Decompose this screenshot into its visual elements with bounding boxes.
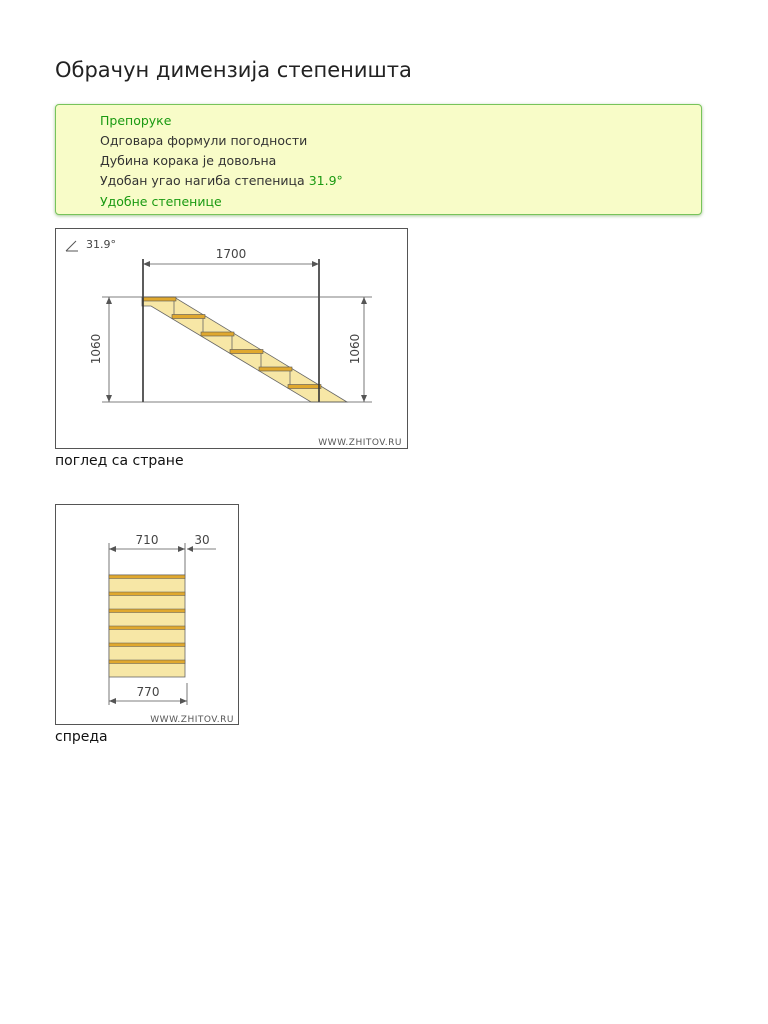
horizontal-dimension	[143, 261, 319, 267]
recommendation-angle-value: 31.9°	[308, 173, 343, 188]
recommendation-step-depth: Дубина корака је довољна	[100, 153, 277, 168]
side-view-diagram	[55, 228, 408, 449]
total-width-label: 770	[136, 685, 160, 699]
tread-width-label: 710	[135, 533, 159, 547]
front-tread	[109, 592, 185, 596]
side-view-svg	[56, 229, 409, 450]
side-step-tread	[230, 350, 263, 354]
gap-label: 30	[194, 533, 210, 547]
recommendation-formula: Одговара формули погодности	[100, 133, 308, 148]
front-tread	[109, 626, 185, 630]
front-view-caption: спреда	[55, 729, 108, 745]
right-height-label: 1060	[348, 333, 362, 365]
left-height-dimension	[106, 297, 112, 402]
side-view-caption: поглед са стране	[55, 453, 184, 469]
horizontal-dimension-label: 1700	[215, 247, 247, 261]
watermark: WWW.ZHITOV.RU	[318, 438, 402, 448]
recommendation-verdict: Удобне степенице	[100, 194, 222, 209]
front-tread	[109, 609, 185, 613]
angle-icon	[66, 241, 78, 251]
watermark: WWW.ZHITOV.RU	[150, 715, 234, 725]
side-step-tread	[143, 297, 176, 301]
side-step-tread	[288, 385, 321, 389]
angle-label: 31.9°	[86, 238, 116, 251]
recommendation-angle	[100, 173, 343, 188]
front-tread	[109, 660, 185, 664]
recommendations-panel	[55, 104, 702, 215]
side-step-tread	[201, 332, 234, 336]
recommendation-angle-text: Удобан угао нагиба степеница	[100, 173, 305, 188]
left-height-label: 1060	[89, 333, 103, 365]
side-step-tread	[172, 315, 205, 319]
side-step-tread	[259, 367, 292, 371]
front-tread	[109, 575, 185, 579]
front-tread	[109, 643, 185, 647]
recommendations-heading: Препоруке	[100, 113, 172, 128]
page-title: Обрачун димензија степеништа	[55, 58, 412, 82]
front-view-diagram	[55, 504, 239, 725]
front-view-svg	[56, 505, 240, 726]
